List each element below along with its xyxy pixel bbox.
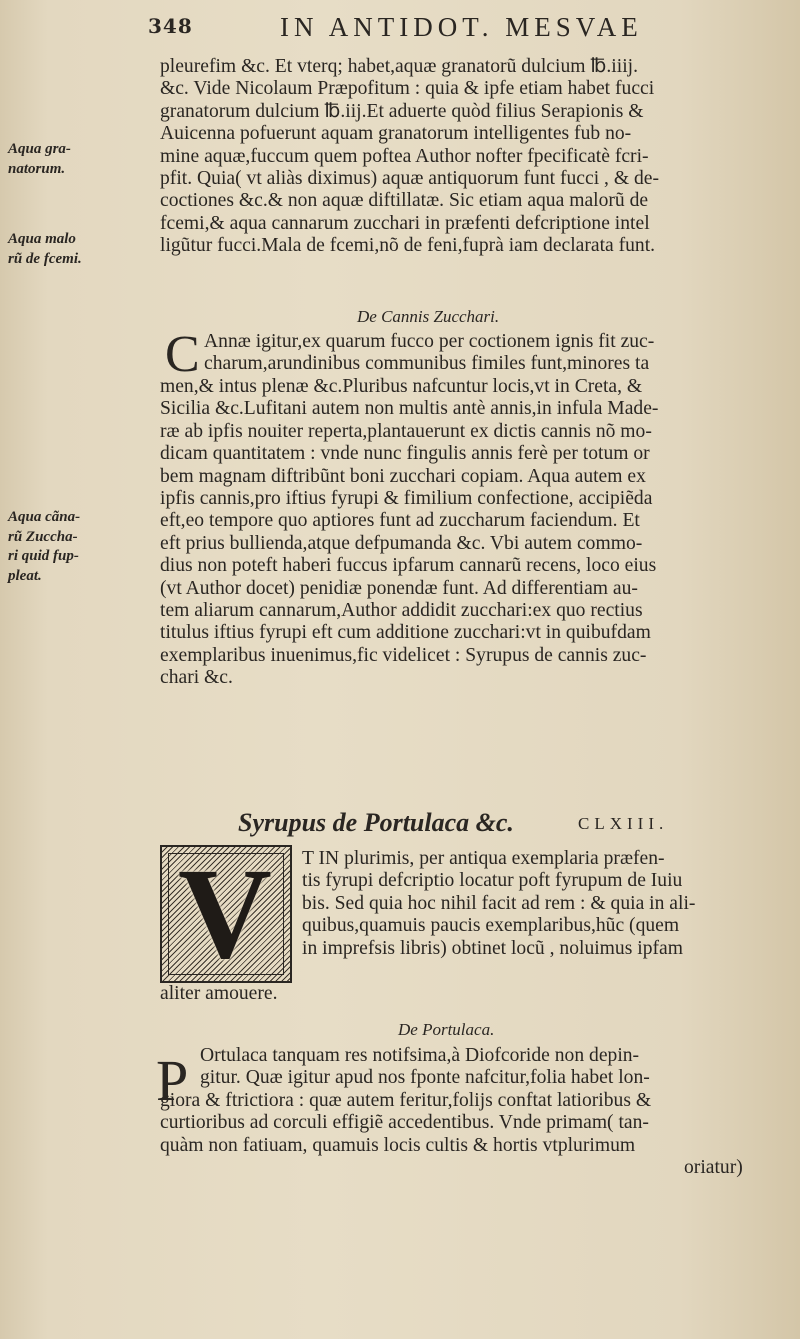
- text-line: aliter amouere.: [160, 983, 278, 1004]
- drop-cap-p: P: [156, 1048, 189, 1113]
- subheading-de-portulaca: De Portulaca.: [398, 1020, 495, 1039]
- text-line: Ortulaca tanquam res notifsima,à Diofcoride non depin-: [200, 1045, 640, 1066]
- running-head: IN ANTIDOT. MESVAE: [280, 12, 643, 42]
- margin-line: pleat.: [8, 567, 42, 584]
- text-line: pfit. Quia( vt aliàs diximus) aquæ antiquorum funt fucci , & de-: [160, 167, 659, 189]
- text-line: &c. Vide Nicolaum Præpofitum : quia & ipfe etiam habet fucci: [160, 78, 655, 100]
- text-line: dicam quantitatem : vnde nunc fingulis annis ferè per totum or: [160, 443, 650, 465]
- text-line: Sicilia &c.Lufitani autem non multis antè annis,in infula Made-: [160, 398, 659, 420]
- text-line: tem aliarum cannarum,Author addidit zucchari:ex quo rectius: [160, 599, 643, 621]
- drop-cap-c: C: [165, 326, 200, 383]
- paragraph-cannae-intro: [204, 331, 790, 376]
- margin-line: Aqua malo: [8, 231, 76, 247]
- paragraph-portulaca-intro: [200, 1045, 790, 1090]
- text-line: dius non poteft haberi fuccus ipfarum cannarũ recens, loco eius: [160, 555, 657, 577]
- page-number: 348: [148, 14, 193, 38]
- text-line: in imprefsis libris) obtinet locũ , noluimus ipfam: [302, 937, 683, 959]
- text-line: ligũtur fucci.Mala de fcemi,nõ de feni,fuprà iam declarata funt.: [160, 235, 656, 257]
- margin-note-aqua-granatorum: [8, 140, 71, 179]
- text-line: chari &c.: [160, 667, 233, 689]
- margin-line: Aqua cãna-: [8, 509, 81, 525]
- text-line: quibus,quamuis paucis exemplaribus,hũc (quem: [302, 915, 680, 937]
- text-line: granatorum dulcium ℔.iij.Et aduerte quòd filius Serapionis &: [160, 100, 644, 122]
- text-line: tis fyrupi defcriptio locatur poft fyrupum de Iuiu: [302, 870, 683, 892]
- paragraph-syrupus-intro: [302, 848, 790, 960]
- text-line: gitur. Quæ igitur apud nos fponte nafcitur,folia habet lon-: [200, 1067, 650, 1089]
- margin-line: Aqua gra-: [8, 141, 71, 157]
- text-line: coctiones &c.& non aquæ diftillatæ. Sic etiam aqua malorũ de: [160, 190, 649, 212]
- margin-line: rũ de fcemi.: [8, 250, 82, 267]
- paragraph-cannae-body: [160, 376, 790, 689]
- section-title: Syrupus de Portulaca &c.: [238, 808, 514, 837]
- text-line: eft,eo tempore quo aptiores funt ad zuccharum faciendum. Et: [160, 510, 640, 532]
- margin-note-aqua-malorum: [8, 230, 82, 269]
- text-line: men,& intus plenæ &c.Pluribus nafcuntur locis,vt in Creta, &: [160, 376, 643, 397]
- text-line: charum,arundinibus communibus fimiles funt,minores ta: [204, 353, 650, 375]
- text-line: (vt Author docet) penidiæ ponendæ funt. Ad differentiam au-: [160, 577, 638, 599]
- subheading-de-cannis-zucchari: De Cannis Zucchari.: [357, 307, 500, 326]
- paragraph-syrupus-end: [160, 983, 790, 1005]
- text-line: exemplaribus inuenimus,fic videlicet : Syrupus de cannis zuc-: [160, 644, 647, 666]
- woodcut-letter: V: [178, 845, 272, 983]
- paragraph-aqua-granatorum: [160, 56, 790, 258]
- catchword: oriatur): [684, 1157, 743, 1178]
- text-line: giora & ftrictiora : quæ autem feritur,folijs conftat latioribus &: [160, 1090, 652, 1111]
- margin-line: ri quid fup-: [8, 548, 79, 564]
- margin-line: rũ Zuccha-: [8, 528, 78, 545]
- text-line: Auicenna pofuerunt aquam granatorum intelligentes fub no-: [160, 123, 632, 145]
- text-line: T IN plurimis, per antiqua exemplaria præfen-: [302, 848, 665, 869]
- text-line: ræ ab ipfis nouiter reperta,plantauerunt ex dictis cannis nõ mo-: [160, 420, 652, 442]
- text-line: Annæ igitur,ex quarum fucco per coctionem ignis fit zuc-: [204, 331, 655, 352]
- text-line: quàm non fatiuam, quamuis locis cultis & hortis vtplurimum: [160, 1134, 636, 1156]
- text-line: curtioribus ad corculi effigiẽ accedentibus. Vnde primam( tan-: [160, 1112, 649, 1134]
- paragraph-portulaca-body: [160, 1090, 790, 1157]
- text-line: ipfis cannis,pro iftius fyrupi & fimilium confectione, accipiẽda: [160, 487, 653, 509]
- margin-line: natorum.: [8, 160, 66, 177]
- text-line: pleurefim &c. Et vterq; habet,aquæ granatorũ dulcium ℔.iiij.: [160, 56, 638, 77]
- text-line: titulus iftius fyrupi eft cum additione zucchari:vt in quibufdam: [160, 622, 651, 644]
- text-line: bis. Sed quia hoc nihil facit ad rem : & quia in ali-: [302, 892, 696, 914]
- woodcut-initial-v: [160, 845, 292, 983]
- section-number: CLXIII.: [578, 814, 669, 833]
- margin-note-aqua-cannarum: [8, 508, 80, 586]
- text-line: fcemi,& aqua cannarum zucchari in præfenti defcriptione intel: [160, 212, 650, 234]
- text-line: eft prius bullienda,atque defpumanda &c. Vbi autem commo-: [160, 532, 643, 554]
- text-line: mine aquæ,fuccum quem poftea Author nofter fpecificatè fcri-: [160, 145, 649, 167]
- text-line: bem magnam diftribũnt boni zucchari copiam. Aqua autem ex: [160, 465, 646, 487]
